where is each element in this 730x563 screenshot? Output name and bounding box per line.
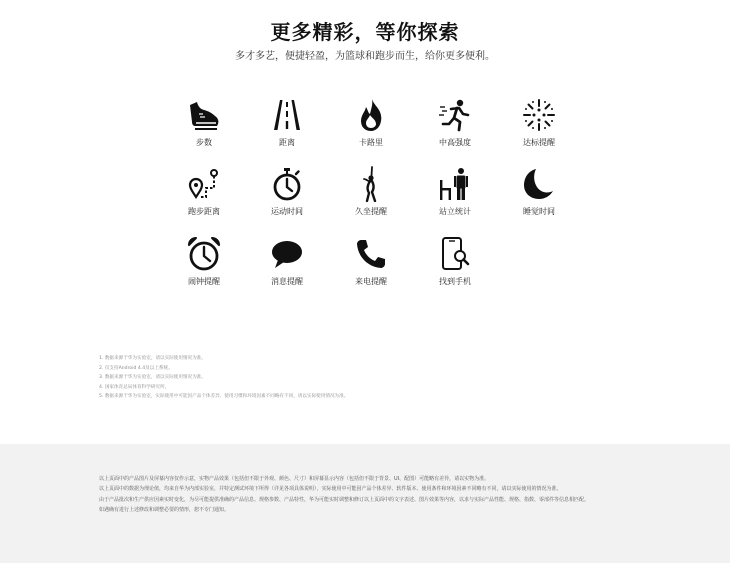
- disclaimer-line: 由于产品批次和生产供应因素实时变化，为尽可能提供准确的产品信息、规格参数、产品特性，华为可能实时调整和修订以上页面中的文字表述、图片效果等内容，以求与实际产品性能、规格、指数、零部件等信息相匹配。: [99, 496, 590, 503]
- feature-label: 运动时间: [271, 207, 303, 216]
- feature-intensity: [420, 97, 490, 148]
- standing-person-icon: [437, 166, 473, 202]
- feature-message-reminder: [252, 236, 322, 287]
- crescent-moon-icon: [521, 166, 557, 202]
- route-pin-icon: [186, 166, 222, 202]
- hero-title: 更多精彩，等你探索: [270, 20, 460, 44]
- footnote: 4. 国家体育总局体育科学研究所。: [99, 384, 170, 390]
- feature-label: 找到手机: [439, 277, 471, 286]
- disclaimer-line: 以上页面中的产品图片及屏幕内容仅作示意，实物产品效果（包括但不限于外观、颜色、尺寸）和屏幕显示内容（包括但不限于背景、UI、配图）可能略有差异，请以实物为准。: [99, 476, 490, 482]
- footnote: 5. 数据来源于华为实验室，实际使用中可能因产品个体差异、使用习惯和环境因素不同略有不同，请以实际使用情况为准。: [99, 394, 349, 400]
- footnote: 3. 数据来源于华为实验室，请以实际使用情况为准。: [99, 375, 206, 381]
- disclaimer-text: [99, 474, 659, 516]
- feature-label: 步数: [196, 138, 212, 147]
- feature-distance: [252, 97, 322, 148]
- feature-label: 中高强度: [439, 138, 471, 147]
- feature-label: 消息提醒: [271, 277, 303, 286]
- feature-label: 来电提醒: [355, 277, 387, 286]
- shoe-icon: [186, 97, 222, 133]
- phone-search-icon: [437, 236, 473, 272]
- speech-bubble-icon: [269, 236, 305, 272]
- feature-label: 睡觉时间: [523, 207, 555, 216]
- fireworks-icon: [521, 97, 557, 133]
- footnotes: [99, 354, 659, 402]
- footnote: 2. 仅支持Android 4.4及以上系统。: [99, 365, 173, 371]
- feature-goal-reminder: [504, 97, 574, 148]
- running-person-icon: [437, 97, 473, 133]
- flame-icon: [353, 97, 389, 133]
- disclaimer-line: 如遇确有进行上述修改和调整必要的情形，恕不专门通知。: [99, 507, 230, 514]
- feature-label: 距离: [279, 138, 295, 147]
- feature-label: 跑步距离: [188, 207, 220, 216]
- feature-steps: [169, 97, 239, 148]
- stretching-person-icon: [353, 166, 389, 202]
- feature-label: 站立统计: [439, 207, 471, 216]
- feature-find-phone: [420, 236, 490, 287]
- footnote: 1. 数据来源于华为实验室，请以实际使用情况为准。: [99, 356, 206, 361]
- feature-alarm: [169, 236, 239, 287]
- feature-run-distance: [169, 166, 239, 217]
- feature-exercise-time: [252, 166, 322, 217]
- road-icon: [269, 97, 305, 133]
- phone-handset-icon: [353, 236, 389, 272]
- feature-standing-stats: [420, 166, 490, 217]
- feature-sedentary-reminder: [336, 166, 406, 217]
- stopwatch-icon: [269, 166, 305, 202]
- feature-calories: [336, 97, 406, 148]
- feature-call-reminder: [336, 236, 406, 287]
- disclaimer-footer: [0, 444, 730, 563]
- disclaimer-line: 以上页面中的数据为理论值，均来自华为内部实验室，并特定测试环境下所得（详见各项具体说明），实际使用中可能因产品个体差异、软件版本、使用条件和环境因素不同略有不同，请以实际使用的情况为准。: [99, 486, 562, 493]
- feature-label: 达标提醒: [523, 138, 555, 147]
- hero-subtitle: 多才多艺，便捷轻盈，为篮球和跑步而生，给你更多便利。: [235, 51, 495, 62]
- feature-label: 卡路里: [359, 138, 383, 147]
- feature-label: 闹钟提醒: [188, 277, 220, 286]
- feature-sleep-time: [504, 166, 574, 217]
- alarm-clock-icon: [186, 236, 222, 272]
- feature-label: 久坐提醒: [355, 207, 387, 216]
